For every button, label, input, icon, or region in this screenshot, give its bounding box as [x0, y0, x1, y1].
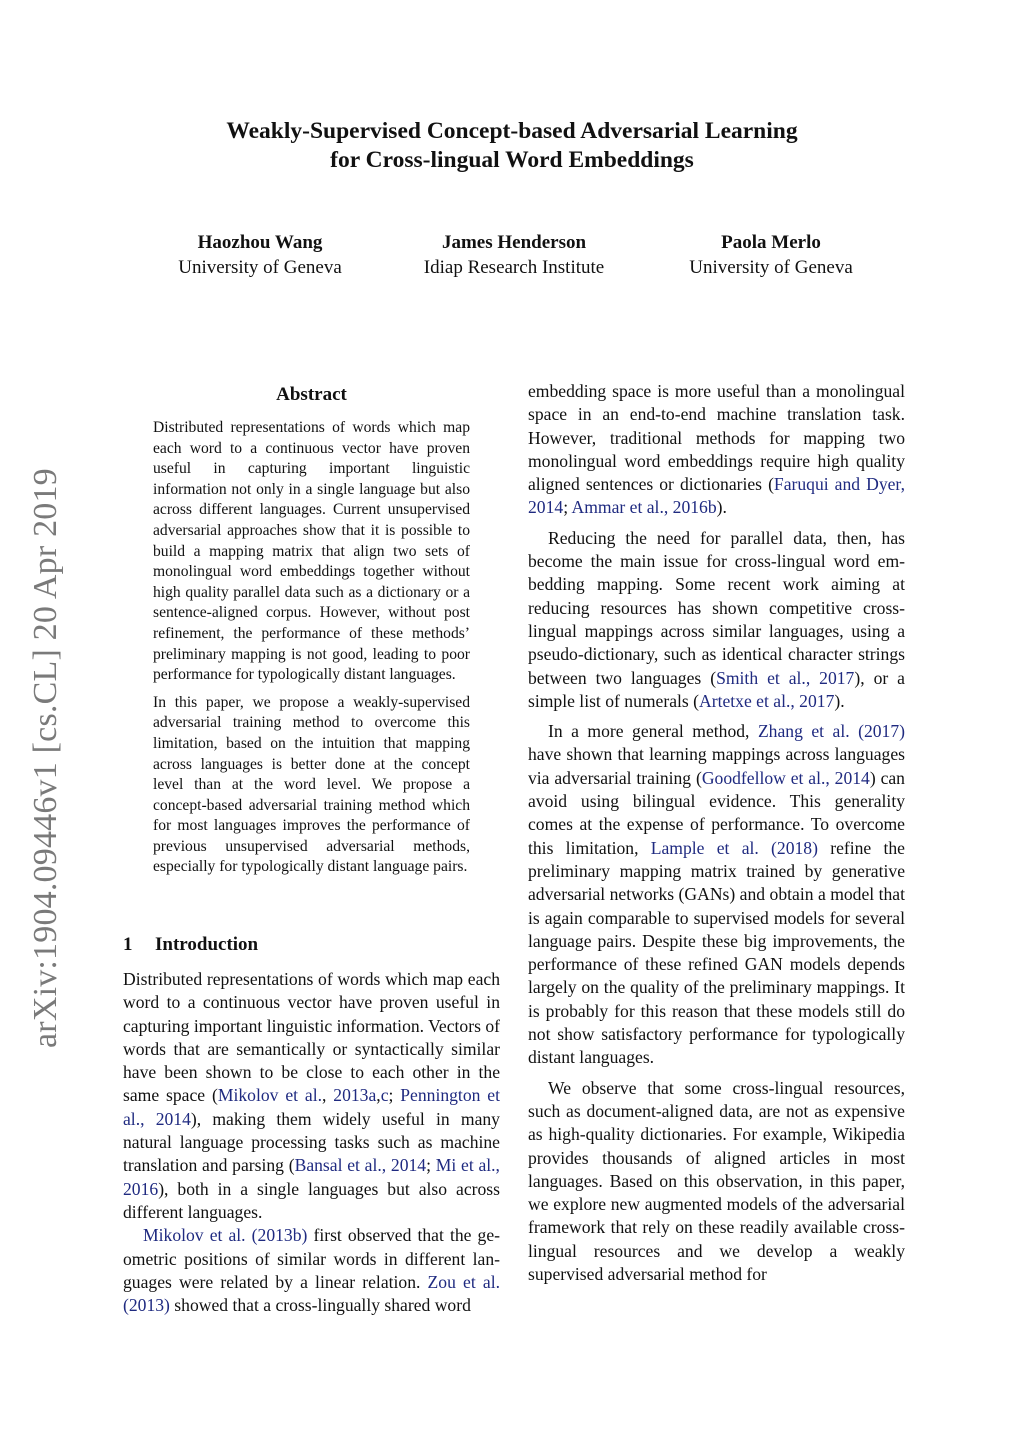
- citation-link[interactable]: Mikolov et al.: [217, 1085, 322, 1106]
- left-column-body: [123, 968, 500, 1317]
- section-number: 1: [123, 934, 133, 955]
- abstract-paragraph-2: In this paper, we propose a weakly-supervised adversarial training method to overcome this limitation, based on the intuition that mapping across languages is better done at the concept level than at the word level. We propose a concept-based adversarial training method which for most languages improves the performance of previous unsupervised adversarial methods, especially for typologically distant language pairs.: [153, 693, 470, 876]
- citation-link[interactable]: Pennington et al., 2014: [123, 1085, 500, 1129]
- intro-paragraph-4: [528, 527, 905, 713]
- intro-paragraph-2: [123, 1224, 500, 1317]
- citation-link[interactable]: Faruqui and Dyer, 2014: [528, 474, 905, 518]
- text-run: ), both in a single languages but also across different languages.: [123, 1178, 500, 1222]
- author-affiliation: University of Geneva: [178, 257, 342, 278]
- intro-paragraph-6: [528, 1077, 905, 1287]
- title-line-1: Weakly-Supervised Concept-based Adversarial Learning: [226, 118, 798, 144]
- text-run: showed that a cross-lingually shared word: [169, 1295, 471, 1316]
- citation-link[interactable]: Artetxe et al., 2017: [699, 690, 835, 711]
- citation-link[interactable]: Bansal et al., 2014: [294, 1155, 427, 1176]
- text-run: ) can avoid using bilingual evidence. This generality comes at the expense of performance. To overcome this limitation,: [528, 767, 905, 858]
- citation-link[interactable]: Lample et al. (2018): [650, 837, 818, 858]
- text-run: ,: [322, 1085, 334, 1106]
- citation-link[interactable]: Smith et al., 2017: [716, 667, 855, 688]
- citation-link[interactable]: 2013a: [333, 1085, 377, 1106]
- text-run: ;: [426, 1155, 436, 1176]
- abstract-paragraph-1: Distributed representations of words which map each word to a continuous vector have proven useful in capturing important linguistic information not only in a single language but also across different languages. Current unsupervised adversarial approaches show that it is possible to build a mapping matrix that align two sets of monolingual word embeddings together without high quality parallel data such as a dictionary or a sentence-aligned corpus. However, without post refinement, the performance of these methods’ preliminary mapping is not good, leading to poor performance for typologically distant languages.: [153, 419, 470, 684]
- author-name: Paola Merlo: [721, 232, 821, 253]
- author-affiliation: University of Geneva: [689, 257, 853, 278]
- abstract-section: [153, 380, 470, 885]
- intro-paragraph-1: [123, 968, 500, 1224]
- text-run: ), or a simple list of numerals (: [528, 667, 905, 711]
- author-name: James Henderson: [441, 232, 587, 253]
- author-affiliation: Idiap Research Institute: [423, 257, 605, 278]
- text-run: ;: [388, 1085, 401, 1106]
- arxiv-stamp: arXiv:1904.09446v1 [cs.CL] 20 Apr 2019: [27, 468, 64, 1048]
- text-run: In a more general method,: [548, 721, 758, 742]
- title-line-2: for Cross-lingual Word Embeddings: [330, 147, 694, 173]
- citation-link[interactable]: Zou et al. (2013): [123, 1271, 500, 1316]
- intro-paragraph-5: [528, 720, 905, 1069]
- section-title: Introduction: [155, 934, 259, 955]
- author-3: [621, 230, 921, 280]
- text-run: ), making them widely useful in many natural language processing tasks such as machine translation and parsing (: [123, 1108, 500, 1176]
- right-column-body: [528, 380, 905, 1286]
- text-run: ).: [834, 690, 845, 711]
- citation-link[interactable]: Mi et al., 2016: [123, 1155, 500, 1199]
- text-run: Reducing the need for parallel data, then, has become the main issue for cross-lingual word embedding mapping. Some recent work aiming at reducing resources has shown competitive cross-lingual mappings across similar languages, using a pseudo-dictionary, such as identical character strings between two languages (: [528, 527, 905, 688]
- text-run: ,: [376, 1085, 381, 1106]
- citation-link[interactable]: c: [380, 1085, 389, 1106]
- text-run: ).: [716, 497, 727, 518]
- text-run: We observe that some cross-lingual resources, such as document-aligned data, are not as expensive as high-quality dictionaries. For example, Wikipedia provides thousands of aligned articles in most languages. Based on this observation, in this paper, we explore new augmented models of the adversarial framework that rely on these readily available cross-lingual resources and we develop a weakly supervised adversarial method for: [528, 1077, 905, 1284]
- text-run: Distributed representations of words which map each word to a continuous vector have proven useful in capturing important linguistic information. Vectors of words that are semantically or syntactically similar have been shown to be close to each other in the same space (: [123, 969, 500, 1106]
- intro-paragraph-3: [528, 380, 905, 520]
- section-heading-introduction: [123, 930, 258, 960]
- author-name: Haozhou Wang: [197, 232, 323, 253]
- abstract-heading: Abstract: [276, 384, 347, 405]
- author-2: [364, 230, 664, 280]
- citation-link[interactable]: Zhang et al. (2017): [757, 721, 906, 742]
- citation-link[interactable]: Mikolov et al. (2013b): [143, 1225, 308, 1246]
- text-run: have shown that learning mappings across languages via adversarial training (: [528, 744, 905, 788]
- citation-link[interactable]: Ammar et al., 2016b: [571, 497, 717, 518]
- text-run: first observed that the geometric positions of similar words in different languages were related by a linear relation.: [123, 1225, 500, 1292]
- paper-title: [112, 117, 912, 175]
- text-run: ;: [563, 497, 572, 518]
- text-run: embedding space is more useful than a monolingual space in an end-to-end machine translation task. However, traditional methods for mapping two monolingual word embeddings require high quality aligned sentences or dictionaries (: [528, 381, 905, 495]
- citation-link[interactable]: Goodfellow et al., 2014: [701, 767, 870, 788]
- text-run: refine the preliminary mapping matrix trained by generative adversarial networks (GANs) and obtain a model that is again comparable to supervised models for several language pairs. Despite these big improvements, the performance of these refined GAN models depends largely on the quality of the preliminary mappings. It is probably for this reason that these models still do not show satisfactory performance for typologically distant languages.: [528, 837, 905, 1068]
